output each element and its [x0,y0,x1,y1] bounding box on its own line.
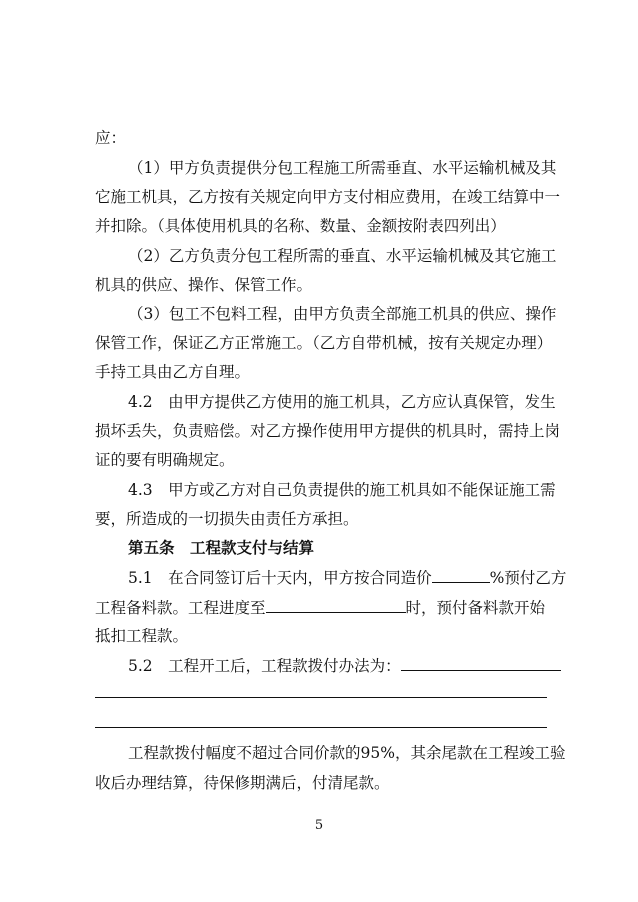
paragraph-line: 保管工作，保证乙方正常施工。（乙方自带机械，按有关规定办理） [95,334,553,352]
paragraph-line: 要，所造成的一切损失由责任方承担。 [95,510,359,528]
paragraph-line: 损坏丢失，负责赔偿。对乙方操作使用甲方提供的机具时，需持上岗 [95,422,561,440]
paragraph-line: （1）甲方负责提供分包工程施工所需垂直、水平运输机械及其 [128,159,557,177]
page-number: 5 [314,818,324,833]
payment-method-label: 5.2 工程开工后，工程款拨付办法为： [128,657,401,675]
clause-5-1-prefix: 5.1 在合同签订后十天内，甲方按合同造价 [128,569,432,587]
paragraph-line: 证的要有明确规定。 [95,451,235,469]
paragraph-line: 并扣除。（具体使用机具的名称、数量、金额按附表四列出） [95,217,506,235]
paragraph-line: 4.2 由甲方提供乙方使用的施工机具，乙方应认真保管，发生 [128,393,556,411]
paragraph-line [128,655,561,676]
paragraph-line: 工程款拨付幅度不超过合同价款的95%，其余尾款在工程竣工验 [128,744,566,762]
paragraph-line: （3）包工不包料工程，由甲方负责全部施工机具的供应、操作 [128,305,557,323]
paragraph-line: 应： [95,129,127,147]
fill-in-blank-progress [266,597,406,613]
paragraph-line: 收后办理结算，待保修期满后，付清尾款。 [95,774,390,792]
paragraph-line: 抵扣工程款。 [95,627,189,645]
paragraph-line: （2）乙方负责分包工程所需的垂直、水平运输机械及其它施工 [128,247,557,265]
paragraph-line: 4.3 甲方或乙方对自己负责提供的施工机具如不能保证施工需 [128,481,556,499]
paragraph-line: 手持工具由乙方自理。 [95,363,251,381]
fill-in-rule [95,727,547,728]
section-heading: 第五条 工程款支付与结算 [128,538,315,557]
clause-5-1-suffix: %预付乙方 [489,569,567,587]
fill-in-blank-percent [432,567,490,583]
progress-text: 工程备料款。工程进度至 [95,599,266,617]
paragraph-line: 它施工机具，乙方按有关规定向甲方支付相应费用，在竣工结算中一 [95,188,561,206]
paragraph-line [95,597,545,618]
fill-in-blank-payment-method [401,655,561,671]
paragraph-line: 机具的供应、操作、保管工作。 [95,276,313,294]
progress-suffix: 时，预付备料款开始 [405,599,546,617]
paragraph-line [128,567,566,588]
fill-in-rule [95,697,547,698]
